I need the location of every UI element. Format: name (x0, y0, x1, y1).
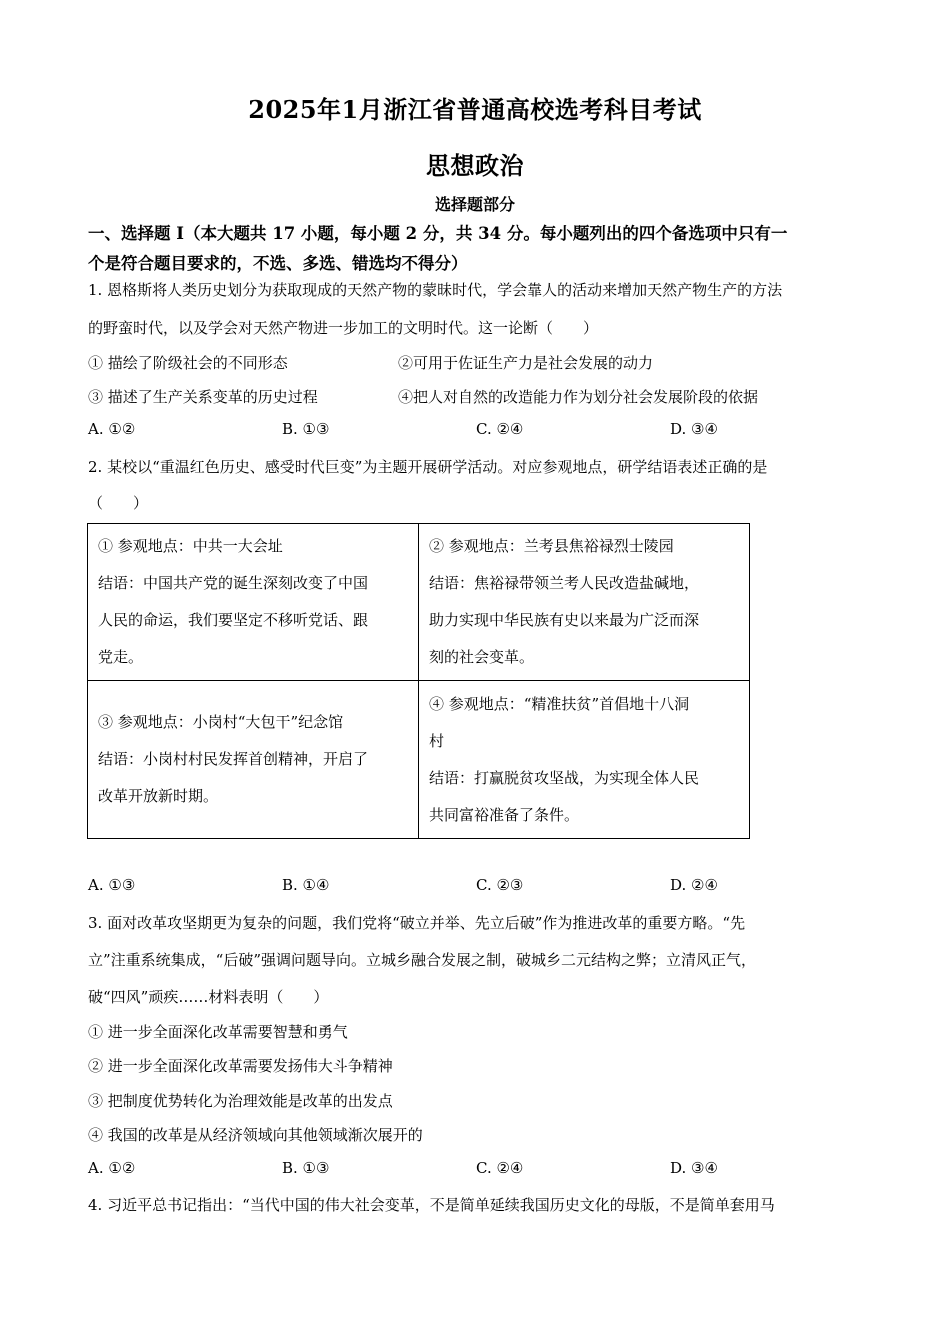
q2-visit-table (87, 523, 750, 839)
q3-statement-4: ④ 我国的改革是从经济领域向其他领域渐次展开的 (88, 1126, 423, 1144)
q4-stem-line1: 4. 习近平总书记指出：“当代中国的伟大社会变革，不是简单延续我国历史文化的母版，不是简单套用马 (88, 1196, 775, 1214)
q1-stem-line1: 1. 恩格斯将人类历史划分为获取现成的天然产物的蒙昧时代，学会靠人的活动来增加天然产物生产的方法 (88, 281, 783, 299)
q1-statement-2: ②可用于佐证生产力是社会发展的动力 (398, 354, 654, 372)
q2-cell-2-line: 助力实现中华民族有史以来最为广泛而深 (429, 611, 700, 629)
q1-statement-3: ③ 描述了生产关系变革的历史过程 (88, 388, 318, 406)
q3-option-c[interactable]: C. ②④ (476, 1159, 524, 1177)
exam-title: 2025年1月浙江省普通高校选考科目考试 (248, 95, 702, 124)
q3-statement-2: ② 进一步全面深化改革需要发扬伟大斗争精神 (88, 1057, 393, 1075)
q2-cell-3-line: ③ 参观地点：小岗村“大包干”纪念馆 (98, 713, 344, 731)
q2-cell-1-line: 结语：中国共产党的诞生深刻改变了中国 (98, 574, 369, 592)
q2-cell-4-line: 共同富裕准备了条件。 (429, 805, 580, 824)
q2-cell-2-line: 刻的社会变革。 (429, 648, 535, 666)
q1-statement-4: ④把人对自然的改造能力作为划分社会发展阶段的依据 (398, 388, 759, 406)
q2-cell-1-line: 党走。 (98, 648, 144, 666)
subject-title: 思想政治 (426, 151, 524, 180)
q2-stem-line1: 2. 某校以“重温红色历史、感受时代巨变”为主题开展研学活动。对应参观地点，研学结语表述正确的是 (88, 458, 768, 476)
section-instructions-line1: 一、选择题 I（本大题共 17 小题，每小题 2 分，共 34 分。每小题列出的四个备选项中只有一 (88, 224, 788, 243)
q2-cell-2 (419, 524, 750, 681)
q2-cell-4 (419, 681, 750, 839)
q1-stem-line2: 的野蛮时代，以及学会对天然产物进一步加工的文明时代。这一论断（ ） (88, 319, 599, 337)
q3-stem-line3: 破“四风”顽疾……材料表明（ ） (88, 988, 329, 1006)
q2-cell-1 (88, 524, 419, 681)
q1-statement-1: ① 描绘了阶级社会的不同形态 (88, 354, 288, 372)
q1-option-c[interactable]: C. ②④ (476, 420, 524, 438)
q2-option-b[interactable]: B. ①④ (282, 876, 330, 894)
q2-cell-2-line: 结语：焦裕禄带领兰考人民改造盐碱地， (429, 574, 700, 592)
q2-stem-line2: （ ） (88, 494, 149, 512)
q1-option-d[interactable]: D. ③④ (670, 420, 718, 438)
part-heading: 选择题部分 (434, 195, 515, 214)
q2-cell-3 (88, 681, 419, 839)
q3-statement-1: ① 进一步全面深化改革需要智慧和勇气 (88, 1023, 348, 1041)
q2-cell-2-line: ② 参观地点：兰考县焦裕禄烈士陵园 (429, 537, 674, 555)
q2-option-c[interactable]: C. ②③ (476, 876, 524, 894)
q2-cell-3-line: 改革开放新时期。 (98, 787, 219, 805)
q2-cell-4-line: ④ 参观地点：“精准扶贫”首倡地十八洞 (429, 694, 690, 713)
q3-option-d[interactable]: D. ③④ (670, 1159, 718, 1177)
q2-cell-3-line: 结语：小岗村村民发挥首创精神，开启了 (98, 750, 369, 768)
q2-cell-4-line: 村 (429, 731, 445, 750)
q2-option-d[interactable]: D. ②④ (670, 876, 718, 894)
q2-cell-1-line: 人民的命运，我们要坚定不移听党话、跟 (98, 611, 369, 629)
q3-option-a[interactable]: A. ①② (88, 1159, 136, 1177)
q3-option-b[interactable]: B. ①③ (282, 1159, 330, 1177)
q1-option-b[interactable]: B. ①③ (282, 420, 330, 438)
q3-stem-line2: 立”注重系统集成，“后破”强调问题导向。立城乡融合发展之制，破城乡二元结构之弊；立清风正气， (88, 951, 757, 969)
q2-option-a[interactable]: A. ①③ (88, 876, 136, 894)
q3-stem-line1: 3. 面对改革攻坚期更为复杂的问题，我们党将“破立并举、先立后破”作为推进改革的重要方略。“先 (88, 914, 746, 932)
q2-cell-1-line: ① 参观地点：中共一大会址 (98, 537, 283, 555)
section-instructions-line2: 个是符合题目要求的，不选、多选、错选均不得分） (88, 254, 468, 273)
q3-statement-3: ③ 把制度优势转化为治理效能是改革的出发点 (88, 1092, 393, 1110)
q1-option-a[interactable]: A. ①② (88, 420, 136, 438)
q2-cell-4-line: 结语：打赢脱贫攻坚战，为实现全体人民 (429, 768, 700, 787)
